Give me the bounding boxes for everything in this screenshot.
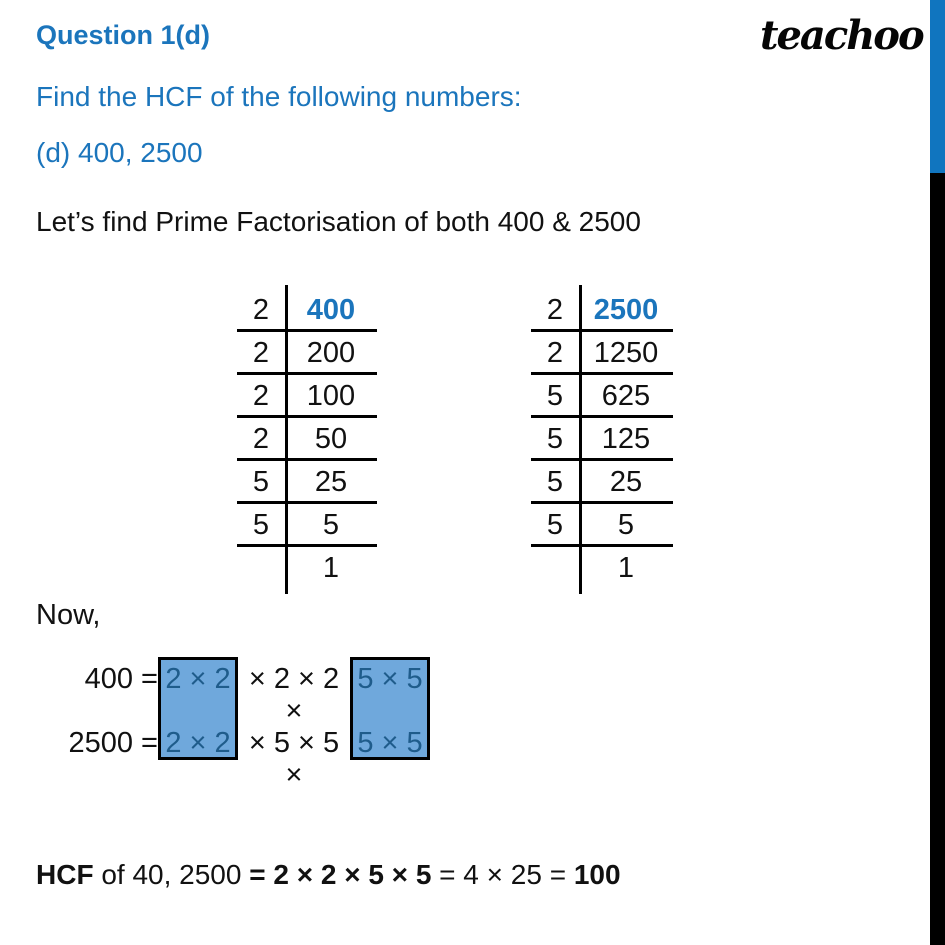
- table-vertical-line: [579, 285, 582, 594]
- problem-part: (d) 400, 2500: [36, 137, 203, 168]
- quotient-cell: 25: [609, 466, 643, 498]
- quotient-cell: 2500: [593, 294, 659, 326]
- hcf-label: HCF: [36, 859, 94, 890]
- quotient-cell: 5: [617, 509, 635, 541]
- quotient-cell: 400: [306, 294, 356, 326]
- common-factor-text: 5 × 5: [357, 727, 423, 759]
- hcf-value: 100: [573, 859, 621, 890]
- table-row: [531, 375, 673, 418]
- equation-label: 400 =: [84, 663, 158, 695]
- divisor-cell: 5: [546, 509, 564, 541]
- divisor-cell: 2: [546, 337, 564, 369]
- table-row: [237, 547, 377, 590]
- divisor-cell: 5: [252, 466, 270, 498]
- table-row: [531, 332, 673, 375]
- table-row: [237, 418, 377, 461]
- table-row: [237, 461, 377, 504]
- divisor-cell: 5: [252, 509, 270, 541]
- divisor-cell: 2: [546, 294, 564, 326]
- factor-table-400: [237, 289, 377, 590]
- quotient-cell: 200: [306, 337, 356, 369]
- divisor-cell: [237, 547, 285, 590]
- divisor-cell: 2: [252, 423, 270, 455]
- quotient-cell: 125: [601, 423, 651, 455]
- quotient-cell: 50: [314, 423, 348, 455]
- hcf-factors: = 2 × 2 × 5 × 5: [249, 859, 432, 890]
- table-row: [237, 332, 377, 375]
- equation-400: [0, 663, 430, 727]
- quotient-cell: 25: [314, 466, 348, 498]
- right-edge-black-bar: [930, 173, 945, 945]
- common-factor-text: 2 × 2: [165, 663, 231, 695]
- right-edge-blue-bar: [930, 0, 945, 173]
- equation-label: 2500 =: [68, 727, 158, 759]
- table-row: [531, 461, 673, 504]
- result-simplify: = 4 × 25 =: [431, 859, 574, 890]
- divisor-cell: 2: [252, 294, 270, 326]
- equation-2500: [0, 727, 430, 791]
- table-row: [531, 289, 673, 332]
- teachoo-logo: teachoo: [760, 12, 923, 59]
- divisor-cell: 5: [546, 380, 564, 412]
- divisor-cell: 2: [252, 337, 270, 369]
- table-row: [531, 418, 673, 461]
- quotient-cell: 1: [617, 552, 635, 584]
- divisor-cell: 5: [546, 423, 564, 455]
- quotient-cell: 1250: [593, 337, 659, 369]
- question-title: Question 1(d): [36, 20, 210, 50]
- table-row: [237, 375, 377, 418]
- now-label: Now,: [36, 599, 101, 631]
- table-row: [531, 547, 673, 590]
- quotient-cell: 5: [322, 509, 340, 541]
- hcf-result-line: [36, 859, 621, 891]
- equation-middle-factors: × 2 × 2 ×: [248, 663, 340, 727]
- problem-statement: Find the HCF of the following numbers:: [36, 81, 522, 112]
- quotient-cell: 100: [306, 380, 356, 412]
- quotient-cell: 625: [601, 380, 651, 412]
- divisor-cell: [531, 547, 579, 590]
- divisor-cell: 2: [252, 380, 270, 412]
- factorisation-equations: [0, 652, 440, 791]
- result-numbers: of 40, 2500: [93, 859, 250, 890]
- table-row: [237, 504, 377, 547]
- common-factor-text: 5 × 5: [357, 663, 423, 695]
- solution-intro: Let’s find Prime Factorisation of both 400 & 2500: [36, 206, 641, 237]
- common-factor-text: 2 × 2: [165, 727, 231, 759]
- equation-middle-factors: × 5 × 5 ×: [248, 727, 340, 791]
- table-row: [531, 504, 673, 547]
- table-vertical-line: [285, 285, 288, 594]
- divisor-cell: 5: [546, 466, 564, 498]
- table-row: [237, 289, 377, 332]
- quotient-cell: 1: [322, 552, 340, 584]
- factor-table-2500: [531, 289, 673, 590]
